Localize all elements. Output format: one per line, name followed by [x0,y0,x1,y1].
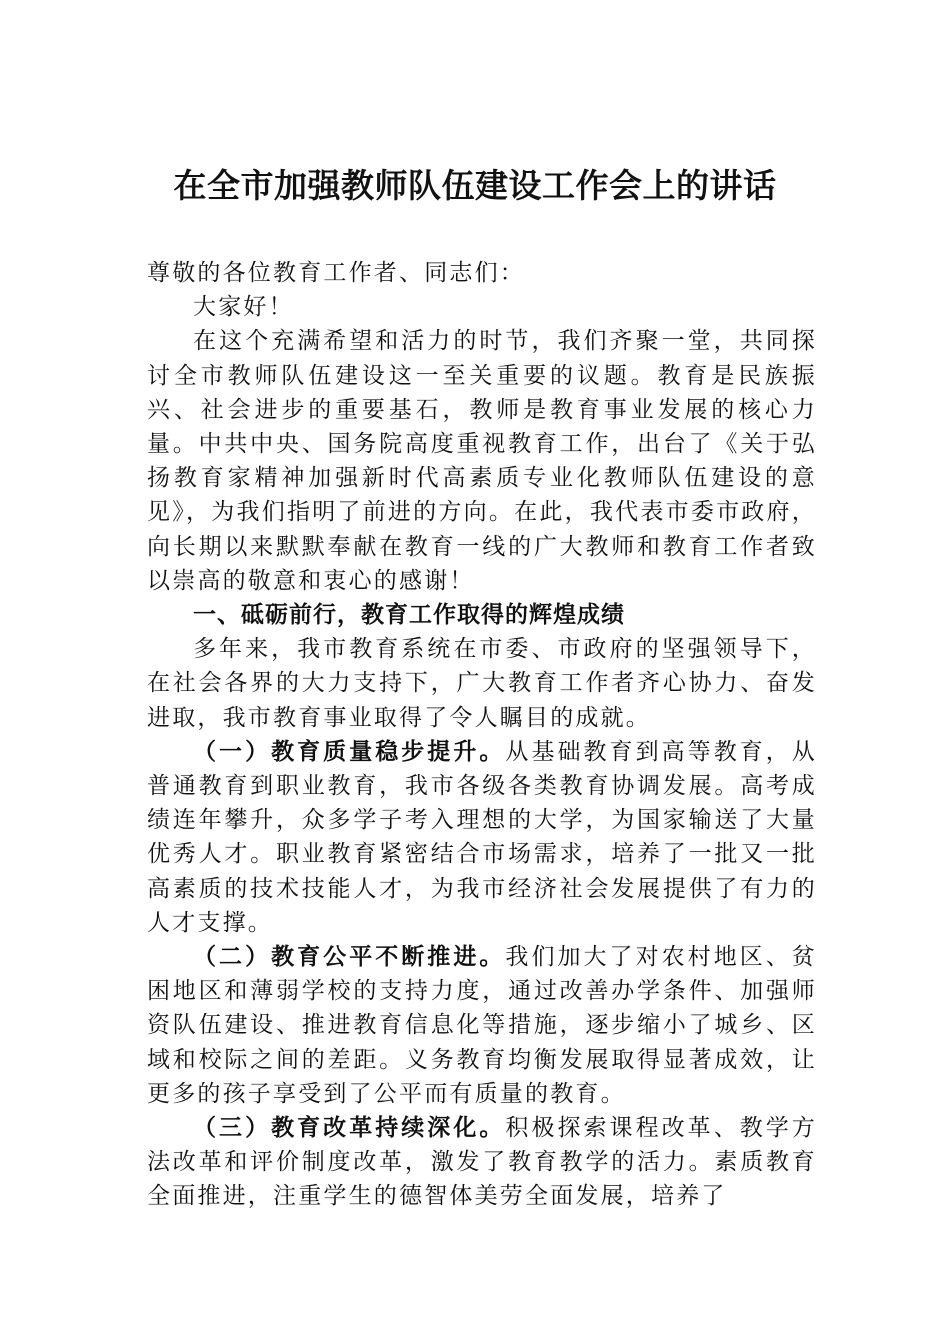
item-1-text: 从基础教育到高等教育，从普通教育到职业教育，我市各级各类教育协调发展。高考成绩连年攀升，众多学子考入理想的大学，为国家输送了大量优秀人才。职业教育紧密结合市场需求，培养了一批又一批高素质的技术技能人才，为我市经济社会发展提供了有力的人才支撑。 [147,738,817,936]
item-2-text: 我们加大了对农村地区、贫困地区和薄弱学校的支持力度，通过改善办学条件、加强师资队伍建设、推进教育信息化等措施，逐步缩小了城乡、区域和校际之间的差距。义务教育均衡发展取得显著成效，让更多的孩子享受到了公平而有质量的教育。 [147,944,817,1107]
document-body [147,256,817,1214]
document-title: 在全市加强教师队伍建设工作会上的讲话 [173,166,777,205]
opening-paragraph: 在这个充满希望和活力的时节，我们齐聚一堂，共同探讨全市教师队伍建设这一至关重要的议题。教育是民族振兴、社会进步的重要基石，教师是教育事业发展的核心力量。中共中央、国务院高度重视教育工作，出台了《关于弘扬教育家精神加强新时代高素质专业化教师队伍建设的意见》，为我们指明了前进的方向。在此，我代表市委市政府，向长期以来默默奉献在教育一线的广大教师和教育工作者致以崇高的敬意和衷心的感谢！ [147,328,817,594]
item-3-title: （三）教育改革持续深化。 [193,1114,506,1142]
salutation: 尊敬的各位教育工作者、同志们： [147,260,525,286]
greeting: 大家好！ [193,294,294,321]
section-item-1 [147,735,817,940]
item-3-text: 积极探索课程改革、教学方法改革和评价制度改革，激发了教育教学的活力。素质教育全面推进，注重学生的德智体美劳全面发展，培养了 [147,1115,817,1210]
item-1-title: （一）教育质量稳步提升。 [193,737,506,765]
item-2-title: （二）教育公平不断推进。 [193,943,506,971]
section-item-2 [147,940,817,1111]
section-item-3 [147,1111,817,1214]
section-heading-1: 一、砥砺前行，教育工作取得的辉煌成绩 [193,602,625,629]
section-1-intro: 多年来，我市教育系统在市委、市政府的坚强领导下，在社会各界的大力支持下，广大教育工作者齐心协力、奋发进取，我市教育事业取得了令人瞩目的成就。 [147,636,817,731]
